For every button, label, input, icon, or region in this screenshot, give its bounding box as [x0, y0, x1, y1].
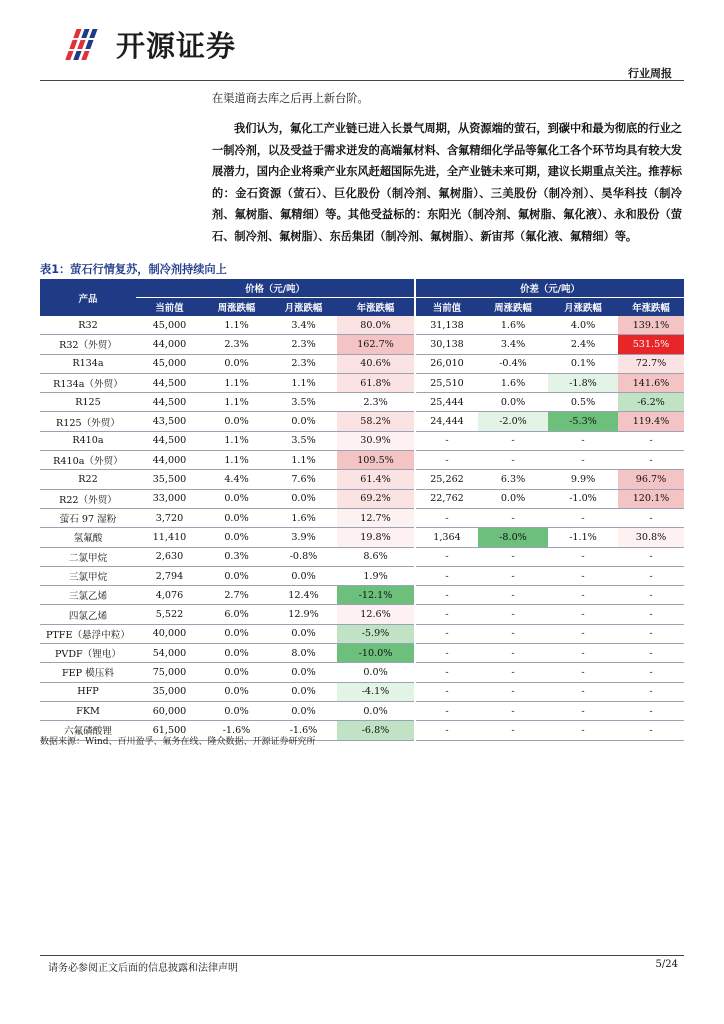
price-current: 45,000 — [136, 316, 203, 335]
spread-year: - — [618, 508, 684, 527]
subheader: 月涨跌幅 — [270, 298, 337, 317]
price-week: 0.0% — [203, 508, 270, 527]
spread-week: - — [478, 624, 548, 643]
price-year: 8.6% — [337, 547, 415, 566]
data-source: 数据来源：Wind、百川盈孚、氟务在线、隆众数据、开源证券研究所 — [40, 737, 316, 747]
price-month: 3.9% — [270, 528, 337, 547]
table-row — [40, 528, 684, 547]
price-week: 0.0% — [203, 354, 270, 373]
spread-month: -1.1% — [548, 528, 618, 547]
spread-week: - — [478, 547, 548, 566]
price-year: 2.3% — [337, 393, 415, 412]
spread-current: - — [415, 566, 478, 585]
price-current: 11,410 — [136, 528, 203, 547]
spread-month: - — [548, 663, 618, 682]
spread-month: - — [548, 566, 618, 585]
table-row — [40, 508, 684, 527]
spread-current: - — [415, 701, 478, 720]
spread-year: - — [618, 547, 684, 566]
spread-week: - — [478, 451, 548, 470]
subheader: 当前值 — [136, 298, 203, 317]
logo-mark-icon — [62, 25, 110, 65]
spread-year: - — [618, 431, 684, 450]
price-current: 4,076 — [136, 586, 203, 605]
table-row — [40, 489, 684, 508]
col-product: 产品 — [40, 279, 136, 316]
row-product-name: FEP 模压料 — [40, 663, 136, 682]
spread-week: - — [478, 663, 548, 682]
logo-text: 开源证券 — [116, 29, 237, 63]
price-year: 69.2% — [337, 489, 415, 508]
spread-month: - — [548, 547, 618, 566]
row-product-name: R134a（外贸） — [40, 373, 136, 392]
spread-week: 1.6% — [478, 373, 548, 392]
spread-month: - — [548, 682, 618, 701]
spread-month: - — [548, 721, 618, 740]
price-month: 1.6% — [270, 508, 337, 527]
spread-current: - — [415, 586, 478, 605]
spread-current: - — [415, 431, 478, 450]
row-product-name: HFP — [40, 682, 136, 701]
price-current: 54,000 — [136, 644, 203, 663]
price-current: 44,000 — [136, 335, 203, 354]
spread-week: - — [478, 682, 548, 701]
row-product-name: R125 — [40, 393, 136, 412]
price-current: 33,000 — [136, 489, 203, 508]
row-product-name: R22 — [40, 470, 136, 489]
price-week: 1.1% — [203, 431, 270, 450]
table-row — [40, 431, 684, 450]
spread-year: 96.7% — [618, 470, 684, 489]
price-month: 2.3% — [270, 335, 337, 354]
spread-month: - — [548, 701, 618, 720]
spread-week: -2.0% — [478, 412, 548, 431]
spread-year: - — [618, 644, 684, 663]
price-year: 0.0% — [337, 663, 415, 682]
table-row — [40, 586, 684, 605]
price-current: 2,794 — [136, 566, 203, 585]
price-year: 61.8% — [337, 373, 415, 392]
subheader: 周涨跌幅 — [478, 298, 548, 317]
spread-year: 139.1% — [618, 316, 684, 335]
spread-month: - — [548, 624, 618, 643]
price-current: 60,000 — [136, 701, 203, 720]
spread-year: -6.2% — [618, 393, 684, 412]
row-product-name: 氢氟酸 — [40, 528, 136, 547]
price-year: 30.9% — [337, 431, 415, 450]
row-product-name: 四氯乙烯 — [40, 605, 136, 624]
price-week: 0.3% — [203, 547, 270, 566]
subheader: 周涨跌幅 — [203, 298, 270, 317]
table-row — [40, 335, 684, 354]
company-logo — [62, 24, 236, 65]
spread-year: 72.7% — [618, 354, 684, 373]
spread-current: - — [415, 682, 478, 701]
table-row — [40, 354, 684, 373]
price-week: 0.0% — [203, 412, 270, 431]
row-product-name: R410a（外贸） — [40, 451, 136, 470]
spread-year: - — [618, 701, 684, 720]
row-product-name: 二氯甲烷 — [40, 547, 136, 566]
spread-current: 31,138 — [415, 316, 478, 335]
price-month: 0.0% — [270, 624, 337, 643]
spread-current: - — [415, 508, 478, 527]
subheader: 年涨跌幅 — [337, 298, 415, 317]
price-week: 2.3% — [203, 335, 270, 354]
spread-month: 0.1% — [548, 354, 618, 373]
group-spread-header: 价差（元/吨） — [415, 279, 684, 298]
price-current: 40,000 — [136, 624, 203, 643]
spread-current: - — [415, 721, 478, 740]
price-current: 35,500 — [136, 470, 203, 489]
table-row — [40, 663, 684, 682]
spread-year: - — [618, 566, 684, 585]
spread-month: 2.4% — [548, 335, 618, 354]
spread-current: 25,262 — [415, 470, 478, 489]
spread-current: 25,510 — [415, 373, 478, 392]
spread-month: -1.0% — [548, 489, 618, 508]
spread-month: - — [548, 508, 618, 527]
spread-current: - — [415, 547, 478, 566]
row-product-name: 萤石 97 湿粉 — [40, 508, 136, 527]
table-row — [40, 412, 684, 431]
row-product-name: R22（外贸） — [40, 489, 136, 508]
price-year: 61.4% — [337, 470, 415, 489]
spread-year: - — [618, 624, 684, 643]
table-row — [40, 393, 684, 412]
spread-month: -5.3% — [548, 412, 618, 431]
spread-year: 531.5% — [618, 335, 684, 354]
spread-week: - — [478, 644, 548, 663]
price-year: 12.6% — [337, 605, 415, 624]
spread-week: - — [478, 566, 548, 585]
spread-current: 1,364 — [415, 528, 478, 547]
spread-current: - — [415, 624, 478, 643]
spread-week: - — [478, 721, 548, 740]
price-week: 4.4% — [203, 470, 270, 489]
spread-week: - — [478, 701, 548, 720]
price-month: -1.6% — [270, 721, 337, 740]
row-product-name: R410a — [40, 431, 136, 450]
table-row — [40, 624, 684, 643]
subheader: 年涨跌幅 — [618, 298, 684, 317]
price-current: 3,720 — [136, 508, 203, 527]
price-week: 0.0% — [203, 566, 270, 585]
spread-year: 119.4% — [618, 412, 684, 431]
price-month: 3.5% — [270, 393, 337, 412]
price-week: 6.0% — [203, 605, 270, 624]
table-row — [40, 605, 684, 624]
table-row — [40, 451, 684, 470]
price-month: 0.0% — [270, 682, 337, 701]
price-month: 0.0% — [270, 663, 337, 682]
price-week: 0.0% — [203, 682, 270, 701]
price-month: 0.0% — [270, 701, 337, 720]
price-year: -6.8% — [337, 721, 415, 740]
price-week: 1.1% — [203, 373, 270, 392]
spread-month: - — [548, 451, 618, 470]
row-product-name: PTFE（悬浮中粒） — [40, 624, 136, 643]
paragraph-intro: 在渠道商去库之后再上新台阶。 — [212, 92, 369, 105]
price-current: 2,630 — [136, 547, 203, 566]
spread-current: - — [415, 451, 478, 470]
footer-disclaimer: 请务必参阅正文后面的信息披露和法律声明 — [48, 963, 238, 974]
price-year: 162.7% — [337, 335, 415, 354]
price-year: 40.6% — [337, 354, 415, 373]
spread-current: - — [415, 663, 478, 682]
spread-current: - — [415, 605, 478, 624]
spread-week: 3.4% — [478, 335, 548, 354]
price-current: 5,522 — [136, 605, 203, 624]
price-month: 0.0% — [270, 566, 337, 585]
table-row — [40, 644, 684, 663]
spread-year: 30.8% — [618, 528, 684, 547]
spread-year: - — [618, 586, 684, 605]
price-week: 0.0% — [203, 528, 270, 547]
price-week: -1.6% — [203, 721, 270, 740]
spread-year: - — [618, 682, 684, 701]
row-product-name: 三氯甲烷 — [40, 566, 136, 585]
price-current: 45,000 — [136, 354, 203, 373]
spread-week: 0.0% — [478, 489, 548, 508]
price-year: -12.1% — [337, 586, 415, 605]
price-week: 1.1% — [203, 451, 270, 470]
spread-week: 6.3% — [478, 470, 548, 489]
price-month: 0.0% — [270, 412, 337, 431]
table-row — [40, 547, 684, 566]
spread-month: - — [548, 431, 618, 450]
spread-month: - — [548, 605, 618, 624]
price-current: 43,500 — [136, 412, 203, 431]
price-month: -0.8% — [270, 547, 337, 566]
price-week: 1.1% — [203, 393, 270, 412]
price-week: 0.0% — [203, 701, 270, 720]
price-year: -4.1% — [337, 682, 415, 701]
spread-month: -1.8% — [548, 373, 618, 392]
row-product-name: R125（外贸） — [40, 412, 136, 431]
price-week: 0.0% — [203, 663, 270, 682]
spread-week: 1.6% — [478, 316, 548, 335]
table-title: 表1：萤石行情复苏，制冷剂持续向上 — [40, 263, 227, 276]
table-row — [40, 470, 684, 489]
table-row — [40, 682, 684, 701]
spread-year: - — [618, 451, 684, 470]
row-product-name: R134a — [40, 354, 136, 373]
spread-week: - — [478, 586, 548, 605]
price-year: 58.2% — [337, 412, 415, 431]
price-month: 0.0% — [270, 489, 337, 508]
spread-current: 25,444 — [415, 393, 478, 412]
spread-week: -8.0% — [478, 528, 548, 547]
spread-week: - — [478, 508, 548, 527]
spread-week: - — [478, 605, 548, 624]
price-year: -5.9% — [337, 624, 415, 643]
spread-current: 30,138 — [415, 335, 478, 354]
subheader: 当前值 — [415, 298, 478, 317]
spread-current: 26,010 — [415, 354, 478, 373]
subheader: 月涨跌幅 — [548, 298, 618, 317]
price-year: 0.0% — [337, 701, 415, 720]
price-year: -10.0% — [337, 644, 415, 663]
price-current: 44,500 — [136, 431, 203, 450]
row-product-name: R32（外贸） — [40, 335, 136, 354]
price-month: 7.6% — [270, 470, 337, 489]
price-month: 12.9% — [270, 605, 337, 624]
price-table — [40, 279, 684, 741]
spread-year: 141.6% — [618, 373, 684, 392]
price-current: 44,000 — [136, 451, 203, 470]
page-number: 5/24 — [655, 959, 678, 970]
price-month: 1.1% — [270, 373, 337, 392]
price-current: 44,500 — [136, 373, 203, 392]
price-year: 109.5% — [337, 451, 415, 470]
spread-year: 120.1% — [618, 489, 684, 508]
price-current: 35,000 — [136, 682, 203, 701]
table-body — [40, 316, 684, 740]
paragraph-recommendation: 我们认为，氟化工产业链已进入长景气周期，从资源端的萤石，到碳中和最为彻底的行业之一制冷剂，以及受益于需求迸发的高端氟材料、含氟精细化学品等氟化工各个环节均具有较大发展潜力，国内企业将乘产业东风赶超国际先进，全产业链未来可期，建议长期重点关注。推荐标的：金石资源（萤石）、巨化股份（制冷剂、氟树脂）、三美股份（制冷剂）、昊华科技（制冷剂、氟树脂、氟精细）等。其他受益标的：东阳光（制冷剂、氟树脂、氟化液）、永和股份（萤石、制冷剂、氟树脂）、东岳集团（制冷剂、氟树脂）、新宙邦（氟化液、氟精细）等。 — [212, 121, 682, 243]
spread-month: 4.0% — [548, 316, 618, 335]
price-current: 61,500 — [136, 721, 203, 740]
price-current: 75,000 — [136, 663, 203, 682]
price-week: 0.0% — [203, 489, 270, 508]
row-product-name: 六氟磷酸锂 — [40, 721, 136, 740]
price-month: 3.4% — [270, 316, 337, 335]
spread-current: 22,762 — [415, 489, 478, 508]
price-year: 80.0% — [337, 316, 415, 335]
spread-current: 24,444 — [415, 412, 478, 431]
price-month: 12.4% — [270, 586, 337, 605]
spread-current: - — [415, 644, 478, 663]
price-week: 0.0% — [203, 644, 270, 663]
price-year: 12.7% — [337, 508, 415, 527]
spread-month: 0.5% — [548, 393, 618, 412]
group-price-header: 价格（元/吨） — [136, 279, 415, 298]
price-month: 3.5% — [270, 431, 337, 450]
row-product-name: R32 — [40, 316, 136, 335]
price-year: 1.9% — [337, 566, 415, 585]
row-product-name: PVDF（锂电） — [40, 644, 136, 663]
spread-week: 0.0% — [478, 393, 548, 412]
spread-month: - — [548, 644, 618, 663]
table-row — [40, 373, 684, 392]
price-month: 1.1% — [270, 451, 337, 470]
spread-year: - — [618, 605, 684, 624]
spread-year: - — [618, 721, 684, 740]
row-product-name: 三氯乙烯 — [40, 586, 136, 605]
header-divider — [40, 80, 684, 81]
price-current: 44,500 — [136, 393, 203, 412]
table-row — [40, 316, 684, 335]
spread-month: - — [548, 586, 618, 605]
spread-year: - — [618, 663, 684, 682]
table-row — [40, 701, 684, 720]
price-week: 0.0% — [203, 624, 270, 643]
row-product-name: FKM — [40, 701, 136, 720]
spread-week: - — [478, 431, 548, 450]
price-year: 19.8% — [337, 528, 415, 547]
document-type: 行业周报 — [628, 67, 672, 80]
price-week: 1.1% — [203, 316, 270, 335]
footer-divider — [40, 955, 684, 956]
price-month: 2.3% — [270, 354, 337, 373]
price-week: 2.7% — [203, 586, 270, 605]
spread-week: -0.4% — [478, 354, 548, 373]
table-row — [40, 566, 684, 585]
price-month: 8.0% — [270, 644, 337, 663]
spread-month: 9.9% — [548, 470, 618, 489]
